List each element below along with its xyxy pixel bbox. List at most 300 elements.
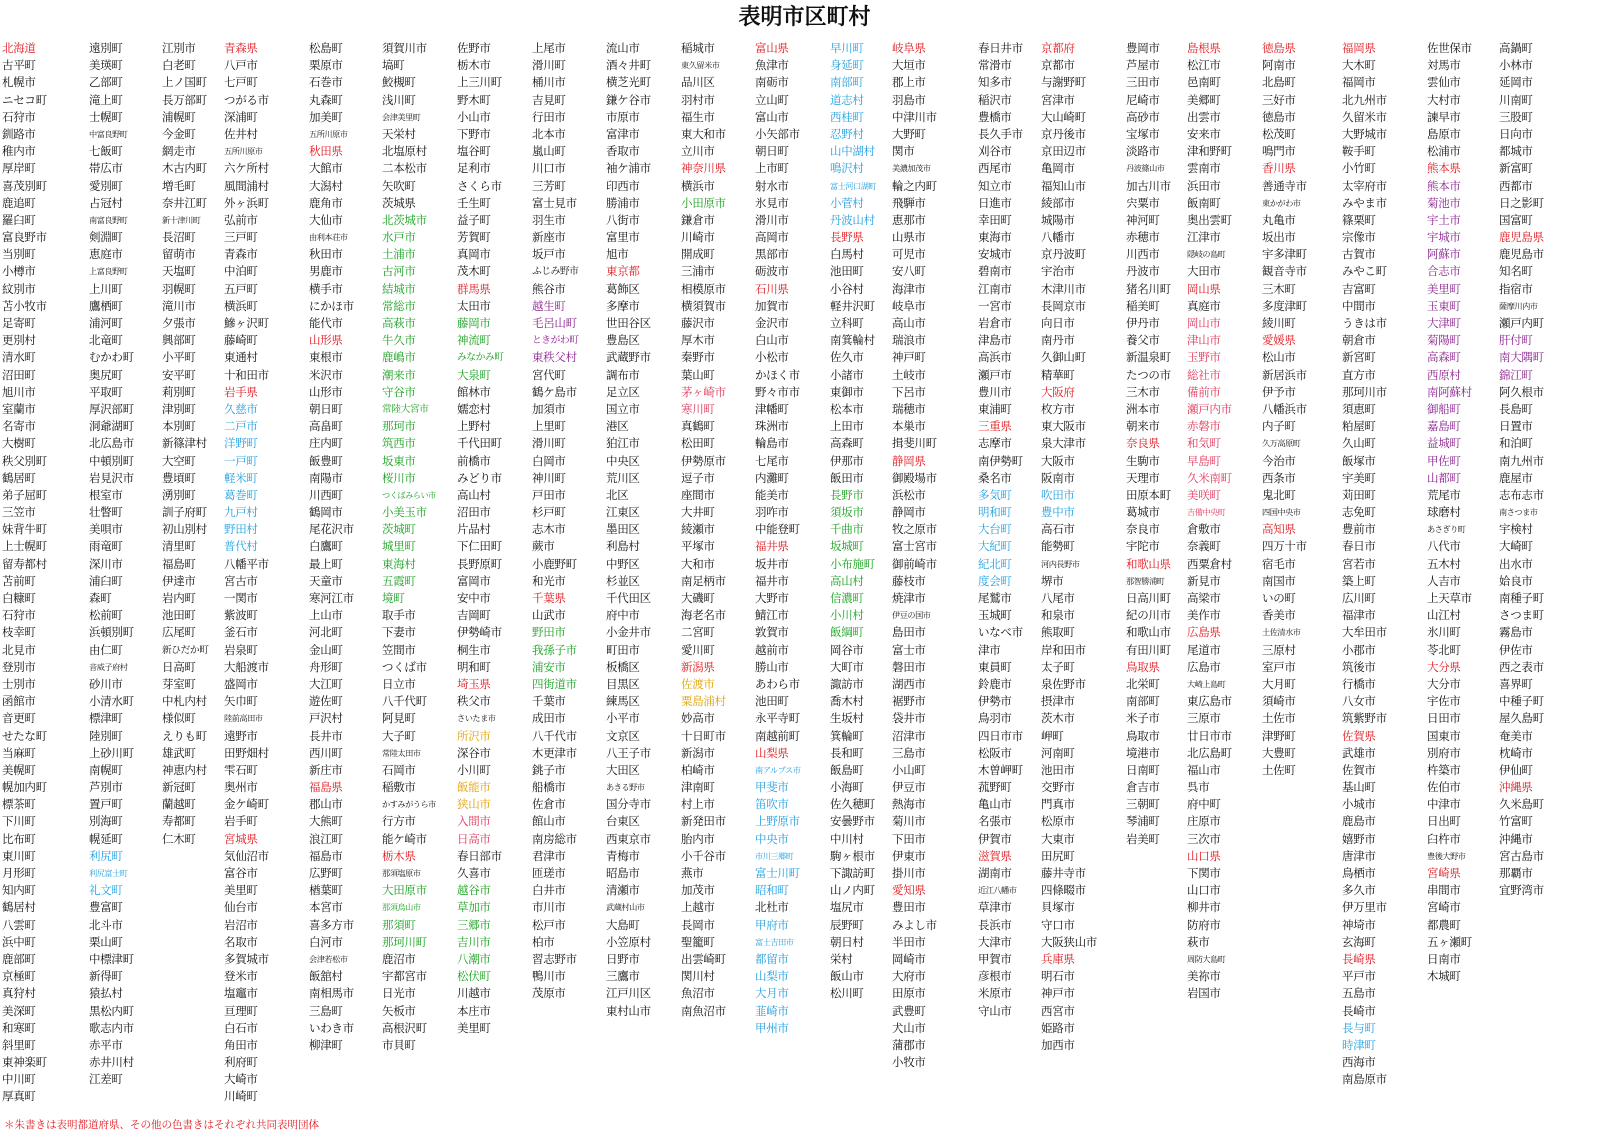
municipality-entry: 東海村 [382, 556, 416, 571]
municipality-entry: 杉戸町 [532, 505, 566, 520]
municipality-entry: 熊谷市 [532, 281, 566, 296]
municipality-entry: 国富町 [1499, 212, 1533, 227]
municipality-entry: 中富良野町 [89, 128, 128, 139]
municipality-entry: 美里町 [224, 883, 258, 898]
municipality-entry: 福島市 [309, 848, 343, 863]
municipality-entry: 桜川市 [382, 470, 416, 485]
municipality-entry: 大台町 [978, 522, 1012, 537]
municipality-entry: 中津川市 [892, 109, 937, 124]
municipality-entry: 美幌町 [2, 762, 36, 777]
municipality-entry: 稲敷市 [382, 780, 416, 795]
municipality-entry: 熊本市 [1427, 178, 1461, 193]
municipality-entry: 庄内町 [309, 436, 343, 451]
municipality-entry: 大村市 [1427, 92, 1461, 107]
column-14 [978, 40, 1023, 1020]
municipality-entry: 盛岡市 [224, 676, 258, 691]
municipality-entry: 那須町 [382, 917, 416, 932]
municipality-entry: 貝塚市 [1041, 900, 1075, 915]
municipality-entry: 鶴居村 [2, 900, 36, 915]
municipality-entry: 三次市 [1187, 831, 1221, 846]
municipality-entry: 八尾市 [1041, 591, 1075, 605]
municipality-entry: 芳賀町 [457, 230, 491, 245]
municipality-entry: 岩見沢市 [89, 470, 134, 485]
municipality-entry: 東海市 [978, 230, 1012, 245]
municipality-entry: 辰野町 [830, 917, 864, 932]
municipality-entry: 太宰府市 [1342, 178, 1387, 193]
municipality-entry: 寒河江市 [309, 591, 354, 605]
municipality-entry: 三鷹市 [606, 969, 640, 984]
municipality-entry: あわら市 [755, 676, 800, 691]
municipality-entry: 神河町 [1126, 212, 1160, 227]
municipality-entry: 小川町 [457, 762, 491, 777]
municipality-entry: 東浦町 [978, 401, 1012, 416]
municipality-entry: 木城町 [1427, 969, 1461, 984]
municipality-entry: 喬木村 [830, 694, 864, 709]
municipality-entry: 飯舘村 [309, 969, 343, 984]
municipality-entry: 横浜市 [681, 178, 715, 193]
municipality-entry: 上三川町 [457, 75, 502, 90]
municipality-entry: 浜田市 [1187, 178, 1221, 193]
municipality-entry: 関市 [892, 144, 915, 159]
municipality-entry: 三原市 [1187, 711, 1221, 726]
municipality-entry: 中央区 [606, 453, 640, 468]
municipality-entry: 館林市 [457, 384, 491, 399]
municipality-entry: 練馬区 [606, 694, 640, 709]
municipality-entry: 南大隅町 [1499, 350, 1544, 365]
municipality-entry: 宇土市 [1427, 212, 1461, 227]
municipality-entry: 臼杵市 [1427, 831, 1461, 846]
municipality-entry: 小千谷市 [681, 848, 726, 863]
municipality-entry: 飯山市 [830, 969, 864, 984]
municipality-entry: 様似町 [162, 711, 196, 726]
municipality-entry: 枕崎市 [1499, 745, 1533, 760]
municipality-entry: 市貝町 [382, 1037, 416, 1052]
municipality-entry: 広野町 [309, 866, 343, 880]
municipality-entry: 蒲郡市 [892, 1037, 926, 1052]
municipality-entry: 江津市 [1187, 230, 1221, 245]
municipality-entry: 奥州市 [224, 780, 258, 795]
municipality-entry: 小城市 [1342, 797, 1376, 812]
municipality-entry: 早川町 [830, 41, 864, 55]
municipality-entry: 中泊町 [224, 264, 258, 279]
municipality-entry: 勝浦市 [606, 195, 640, 210]
municipality-entry: 琴浦町 [1126, 814, 1160, 829]
municipality-entry: 高石市 [1041, 522, 1075, 537]
municipality-entry: 長崎市 [1342, 1003, 1376, 1018]
municipality-entry: 善通寺市 [1262, 178, 1307, 193]
municipality-entry: 三島町 [309, 1003, 343, 1018]
municipality-entry: 嵐山町 [532, 144, 566, 159]
municipality-entry: 豊島区 [606, 333, 640, 348]
municipality-entry: 西条市 [1262, 470, 1296, 485]
municipality-entry: 池田町 [755, 694, 789, 709]
municipality-entry: 明和町 [978, 505, 1012, 520]
municipality-entry: 幸田町 [978, 212, 1012, 227]
municipality-entry: 笛吹市 [755, 797, 789, 812]
municipality-entry: 知多市 [978, 75, 1012, 90]
municipality-entry: 備前市 [1187, 384, 1221, 399]
municipality-entry: 野木町 [457, 92, 491, 107]
municipality-entry: 洲本市 [1126, 401, 1160, 416]
municipality-entry: 彦根市 [978, 969, 1012, 984]
municipality-entry: 大磯町 [681, 591, 715, 605]
municipality-entry: 十日町市 [681, 728, 726, 743]
municipality-entry: 土佐清水市 [1262, 627, 1301, 638]
municipality-entry: 佐倉市 [532, 797, 566, 812]
municipality-entry: 周防大島町 [1187, 953, 1226, 964]
municipality-entry: 西東京市 [606, 831, 651, 846]
municipality-entry: 喜多方市 [309, 917, 354, 932]
municipality-entry: 村上市 [681, 797, 715, 812]
municipality-entry: 磐田市 [892, 659, 926, 674]
municipality-entry: 泉佐野市 [1041, 676, 1086, 691]
municipality-entry: 武雄市 [1342, 745, 1376, 760]
municipality-entry: 山ノ内町 [830, 883, 875, 898]
municipality-entry: 鷹栖町 [89, 298, 123, 313]
column-13 [892, 40, 937, 1071]
municipality-entry: 津山市 [1187, 333, 1221, 348]
municipality-entry: 笠間市 [382, 642, 416, 657]
prefecture-heading: 沖縄県 [1499, 780, 1533, 795]
municipality-entry: 飯豊町 [309, 453, 343, 468]
municipality-entry: 美里町 [457, 1020, 491, 1035]
municipality-entry: 鬼北町 [1262, 487, 1296, 502]
prefecture-heading: 栃木県 [382, 848, 416, 863]
municipality-entry: 北竜町 [89, 333, 123, 348]
municipality-entry: 飯南町 [1187, 195, 1221, 210]
municipality-entry: 大山崎町 [1041, 109, 1086, 124]
municipality-entry: 大野市 [755, 591, 789, 605]
municipality-entry: 黒松内町 [89, 1003, 134, 1018]
municipality-entry: 松伏町 [457, 969, 491, 984]
municipality-entry: 千代田町 [457, 436, 502, 451]
municipality-entry: 下呂市 [892, 384, 926, 399]
municipality-entry: 北広島市 [89, 436, 134, 451]
prefecture-heading: 山梨県 [755, 745, 789, 760]
municipality-entry: 朝日町 [309, 401, 343, 416]
municipality-entry: 小菅村 [830, 195, 864, 210]
municipality-entry: 洋野町 [224, 436, 258, 451]
municipality-entry: 木古内町 [162, 161, 207, 176]
municipality-entry: 宇陀市 [1126, 539, 1160, 554]
prefecture-heading: 岡山県 [1187, 281, 1221, 296]
municipality-entry: 岡谷市 [830, 642, 864, 657]
municipality-entry: 今金町 [162, 126, 196, 141]
municipality-entry: 比布町 [2, 831, 36, 846]
municipality-entry: 富士市 [892, 642, 926, 657]
municipality-entry: 三朝町 [1126, 797, 1160, 812]
municipality-entry: 世田谷区 [606, 316, 651, 330]
municipality-entry: 船橋市 [532, 780, 566, 795]
municipality-entry: 白山市 [755, 333, 789, 348]
municipality-entry: 福井市 [755, 573, 789, 588]
municipality-entry: 福津市 [1342, 608, 1376, 623]
municipality-entry: 文京区 [606, 728, 640, 743]
municipality-entry: 南越前町 [755, 728, 800, 743]
municipality-entry: 白石市 [224, 1020, 258, 1035]
municipality-entry: 四條畷市 [1041, 883, 1086, 898]
municipality-entry: 滝川市 [162, 298, 196, 313]
municipality-entry: 雫石町 [224, 762, 258, 777]
municipality-entry: 木更津市 [532, 745, 577, 760]
municipality-entry: 深浦町 [224, 109, 258, 124]
municipality-entry: 秩父市 [457, 694, 491, 709]
municipality-entry: 久留米市 [1342, 109, 1387, 124]
municipality-entry: いわき市 [309, 1020, 354, 1035]
municipality-entry: 西尾市 [978, 161, 1012, 176]
municipality-entry: 岐阜市 [892, 298, 926, 313]
municipality-entry: 京田辺市 [1041, 144, 1086, 159]
municipality-entry: 綾部市 [1041, 195, 1075, 210]
municipality-entry: 前橋市 [457, 453, 491, 468]
municipality-entry: 入間市 [457, 814, 491, 829]
municipality-entry: 豊川市 [978, 384, 1012, 399]
municipality-entry: 三好市 [1262, 92, 1296, 107]
municipality-entry: 神戸市 [1041, 986, 1075, 1001]
municipality-entry: 城陽市 [1041, 212, 1075, 227]
municipality-entry: 久喜市 [457, 866, 491, 880]
municipality-entry: 福生市 [681, 109, 715, 124]
municipality-entry: 信濃町 [830, 591, 864, 605]
municipality-entry: 鳥取市 [1126, 728, 1160, 743]
municipality-entry: 藤井寺市 [1041, 866, 1086, 880]
municipality-entry: 須坂市 [830, 505, 864, 520]
municipality-entry: 別海町 [89, 814, 123, 829]
municipality-entry: 玉野市 [1187, 350, 1221, 365]
municipality-entry: 塩谷町 [457, 144, 491, 159]
municipality-entry: 古河市 [382, 264, 416, 279]
municipality-entry: 土佐町 [1262, 762, 1296, 777]
column-6 [382, 40, 436, 1054]
municipality-entry: 赤磐市 [1187, 419, 1221, 434]
municipality-entry: 湧別町 [162, 487, 196, 502]
municipality-entry: 七飯町 [89, 144, 123, 159]
municipality-entry: 姫路市 [1041, 1020, 1075, 1035]
municipality-entry: 南足柄市 [681, 573, 726, 588]
municipality-entry: 大崎町 [1499, 539, 1533, 554]
municipality-entry: 大田区 [606, 762, 640, 777]
municipality-entry: 新十津川町 [162, 214, 201, 225]
municipality-entry: 伊仙町 [1499, 762, 1533, 777]
municipality-entry: 横須賀市 [681, 298, 726, 313]
municipality-entry: 尾道市 [1187, 642, 1221, 657]
municipality-entry: 福島町 [162, 556, 196, 571]
municipality-entry: 山県市 [892, 230, 926, 245]
municipality-entry: 明石市 [1041, 969, 1075, 984]
municipality-entry: 阪南市 [1041, 470, 1075, 485]
municipality-entry: 伊達市 [162, 573, 196, 588]
municipality-entry: 松山市 [1262, 350, 1296, 365]
municipality-entry: 坂東市 [382, 453, 416, 468]
municipality-entry: 三郷市 [457, 917, 491, 932]
municipality-entry: 斜里町 [2, 1037, 36, 1052]
municipality-entry: 安中市 [457, 591, 491, 605]
municipality-entry: 千曲市 [830, 522, 864, 537]
municipality-entry: 那須烏山市 [382, 902, 421, 913]
municipality-entry: 伊豆市 [892, 780, 926, 795]
municipality-entry: 八戸市 [224, 58, 258, 73]
municipality-entry: 日高市 [457, 831, 491, 846]
municipality-entry: 利尻町 [89, 848, 123, 863]
municipality-entry: 美祢市 [1187, 969, 1221, 984]
municipality-entry: 長和町 [830, 745, 864, 760]
municipality-entry: 行橋市 [1342, 676, 1376, 691]
municipality-entry: 伊勢市 [978, 694, 1012, 709]
municipality-entry: 中札内村 [162, 694, 207, 709]
municipality-entry: 四国中央市 [1262, 507, 1301, 518]
municipality-entry: 厚沢部町 [89, 401, 134, 416]
municipality-entry: 美里町 [1427, 281, 1461, 296]
municipality-entry: 水戸市 [382, 230, 416, 245]
municipality-entry: 豊橋市 [978, 109, 1012, 124]
municipality-entry: 越前市 [755, 642, 789, 657]
municipality-entry: 米原市 [978, 986, 1012, 1001]
municipality-entry: 釜石市 [224, 625, 258, 640]
municipality-entry: 春日井市 [978, 41, 1023, 55]
municipality-entry: 岬町 [1041, 728, 1064, 743]
municipality-entry: 福知山市 [1041, 178, 1086, 193]
prefecture-heading: 徳島県 [1262, 41, 1296, 55]
municipality-entry: 標津町 [89, 711, 123, 726]
municipality-entry: 石岡市 [382, 762, 416, 777]
municipality-entry: 肝付町 [1499, 333, 1533, 348]
municipality-entry: 国分寺市 [606, 797, 651, 812]
municipality-entry: 小山市 [457, 109, 491, 124]
municipality-entry: みよし市 [892, 917, 937, 932]
municipality-entry: 小川村 [830, 608, 864, 623]
municipality-entry: 加茂市 [681, 883, 715, 898]
municipality-entry: 氷見市 [755, 195, 789, 210]
municipality-entry: 東秩父村 [532, 350, 577, 365]
municipality-entry: 音更町 [2, 711, 36, 726]
municipality-entry: 本巣市 [892, 419, 926, 434]
municipality-entry: 長岡市 [681, 917, 715, 932]
municipality-entry: 伊東市 [892, 848, 926, 863]
municipality-entry: 日高町 [162, 659, 196, 674]
municipality-entry: 武蔵村山市 [606, 902, 645, 913]
municipality-entry: 田尻町 [1041, 848, 1075, 863]
municipality-entry: 白老町 [162, 58, 196, 73]
municipality-entry: 長万部町 [162, 92, 207, 107]
municipality-entry: 長久手市 [978, 126, 1023, 141]
municipality-entry: 豊前市 [1342, 522, 1376, 537]
municipality-entry: 鳥羽市 [978, 711, 1012, 726]
municipality-entry: 松浦市 [1427, 144, 1461, 159]
municipality-entry: 壬生町 [457, 195, 491, 210]
municipality-entry: 滑川町 [532, 58, 566, 73]
municipality-entry: 養父市 [1126, 333, 1160, 348]
municipality-entry: 草津市 [978, 900, 1012, 915]
municipality-entry: 新庄市 [309, 762, 343, 777]
municipality-entry: 妙高市 [681, 711, 715, 726]
municipality-entry: 能美市 [755, 487, 789, 502]
municipality-entry: 高森町 [1427, 350, 1461, 365]
municipality-entry: 和歌山市 [1126, 625, 1171, 640]
municipality-entry: 武豊町 [892, 1003, 926, 1018]
municipality-entry: つくばみらい市 [382, 489, 436, 500]
municipality-entry: 上里町 [532, 419, 566, 434]
municipality-entry: 豊中市 [1041, 505, 1075, 520]
municipality-entry: 増毛町 [162, 178, 196, 193]
municipality-entry: 新見市 [1187, 573, 1221, 588]
municipality-entry: 南島原市 [1342, 1072, 1387, 1087]
municipality-entry: 柳津町 [309, 1037, 343, 1052]
municipality-entry: さつま町 [1499, 608, 1544, 623]
municipality-entry: 吉富町 [1342, 281, 1376, 296]
municipality-entry: 中野区 [606, 556, 640, 571]
municipality-entry: 夕張市 [162, 316, 196, 330]
municipality-entry: 瀬戸市 [978, 367, 1012, 382]
municipality-entry: 松江市 [1187, 58, 1221, 73]
municipality-entry: 多賀城市 [224, 951, 269, 966]
municipality-entry: 奈義町 [1187, 539, 1221, 554]
municipality-entry: 北見市 [2, 642, 36, 657]
municipality-entry: 南魚沼市 [681, 1003, 726, 1018]
municipality-entry: 焼津市 [892, 591, 926, 605]
municipality-entry: 丸森町 [309, 92, 343, 107]
municipality-entry: 美瑛町 [89, 58, 123, 73]
municipality-entry: 高梁市 [1187, 591, 1221, 605]
municipality-entry: 境町 [382, 591, 405, 605]
municipality-entry: 網走市 [162, 144, 196, 159]
municipality-entry: 白鷹町 [309, 539, 343, 554]
municipality-entry: せたな町 [2, 728, 47, 743]
municipality-entry: 東神楽町 [2, 1055, 47, 1070]
municipality-entry: 吉岡町 [457, 608, 491, 623]
municipality-entry: 南部町 [1126, 694, 1160, 709]
municipality-entry: 苫前町 [2, 573, 36, 588]
municipality-entry: 八女市 [1342, 694, 1376, 709]
prefecture-heading: 三重県 [978, 419, 1012, 434]
municipality-entry: 鶴岡市 [309, 505, 343, 520]
column-20 [1427, 40, 1472, 985]
municipality-entry: 沼津市 [892, 728, 926, 743]
municipality-entry: 東大阪市 [1041, 419, 1086, 434]
municipality-entry: 会津若松市 [309, 953, 348, 964]
municipality-entry: 北栄町 [1126, 676, 1160, 691]
municipality-entry: 軽米町 [224, 470, 258, 485]
municipality-entry: 新潟市 [681, 745, 715, 760]
municipality-entry: 二戸市 [224, 419, 258, 434]
municipality-entry: 新得町 [89, 969, 123, 984]
municipality-entry: 久万高原町 [1262, 438, 1301, 449]
municipality-entry: 下関市 [1187, 866, 1221, 880]
municipality-entry: 生駒市 [1126, 453, 1160, 468]
municipality-entry: 津幡町 [755, 401, 789, 416]
municipality-entry: 直方市 [1342, 367, 1376, 382]
municipality-entry: 阿久根市 [1499, 384, 1544, 399]
municipality-entry: 松原市 [1041, 814, 1075, 829]
municipality-entry: 苓北町 [1427, 642, 1461, 657]
municipality-entry: 北塩原村 [382, 144, 427, 159]
municipality-entry: 木津川市 [1041, 281, 1086, 296]
municipality-entry: 最上町 [309, 556, 343, 571]
municipality-entry: 知名町 [1499, 264, 1533, 279]
prefecture-heading: 岐阜県 [892, 41, 926, 55]
municipality-entry: 宮若市 [1342, 556, 1376, 571]
municipality-entry: 岡山市 [1187, 316, 1221, 330]
municipality-entry: 八街市 [606, 212, 640, 227]
municipality-entry: 厚真町 [2, 1089, 36, 1104]
municipality-entry: 福山市 [1187, 762, 1221, 777]
municipality-entry: 旭川市 [2, 384, 36, 399]
municipality-entry: 早島町 [1187, 453, 1221, 468]
municipality-entry: 長沼町 [162, 230, 196, 245]
municipality-entry: 白糠町 [2, 591, 36, 605]
municipality-entry: 酒々井町 [606, 58, 651, 73]
prefecture-heading: 石川県 [755, 281, 789, 296]
municipality-entry: 東通村 [224, 350, 258, 365]
